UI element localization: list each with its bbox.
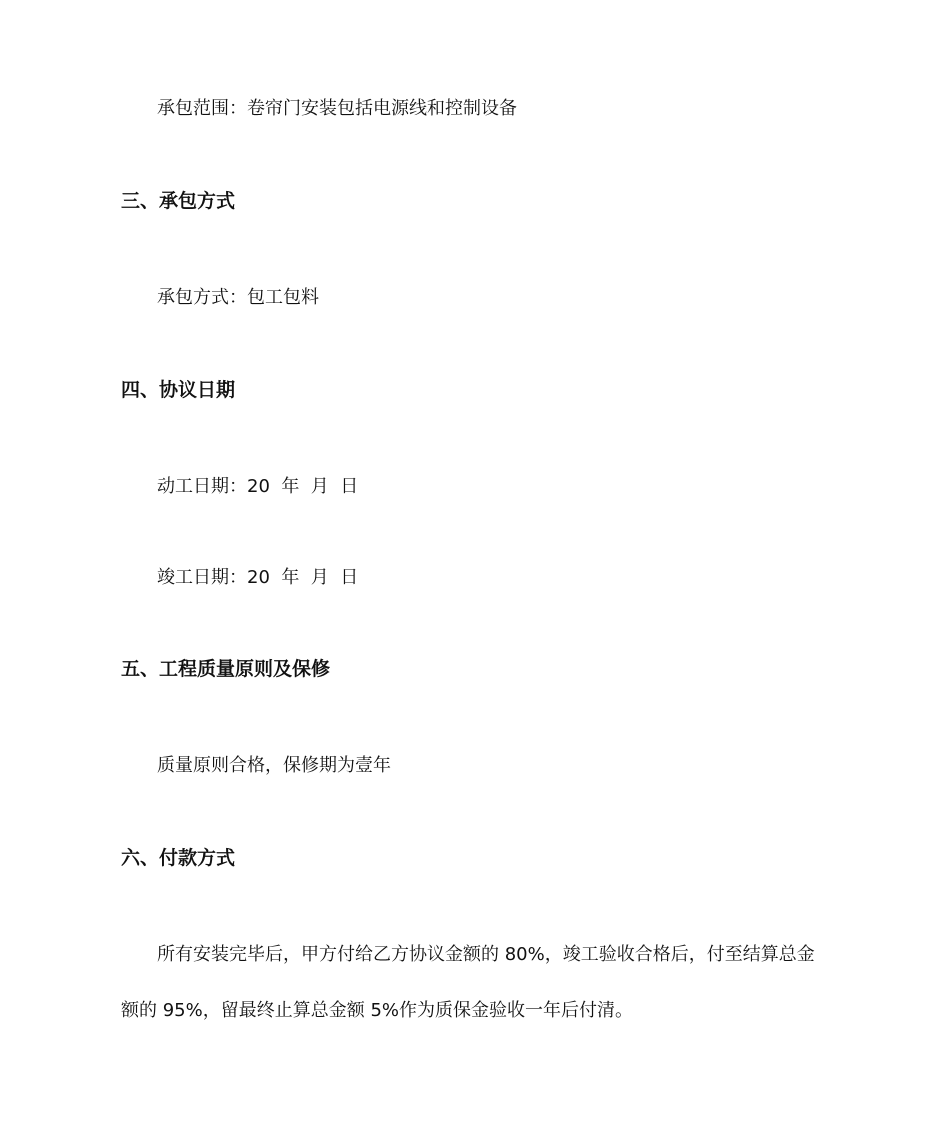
section-6-heading: 六、付款方式 — [121, 847, 236, 869]
section-3-heading: 三、承包方式 — [121, 190, 236, 212]
contract-method-paragraph: 承包方式：包工包料 — [157, 287, 319, 308]
payment-paragraph-line-2: 额的 95%，留最终止算总金额 5%作为质保金验收一年后付清。 — [121, 1000, 634, 1021]
quality-warranty-paragraph: 质量原则合格，保修期为壹年 — [157, 755, 391, 776]
scope-paragraph: 承包范围：卷帘门安装包括电源线和控制设备 — [157, 98, 517, 119]
payment-paragraph-line-1: 所有安装完毕后，甲方付给乙方协议金额的 80%，竣工验收合格后，付至结算总金 — [157, 944, 815, 965]
section-5-heading: 五、工程质量原则及保修 — [121, 658, 331, 680]
end-date-paragraph: 竣工日期：20 年 月 日 — [157, 567, 359, 588]
start-date-paragraph: 动工日期：20 年 月 日 — [157, 476, 359, 497]
section-4-heading: 四、协议日期 — [121, 379, 236, 401]
